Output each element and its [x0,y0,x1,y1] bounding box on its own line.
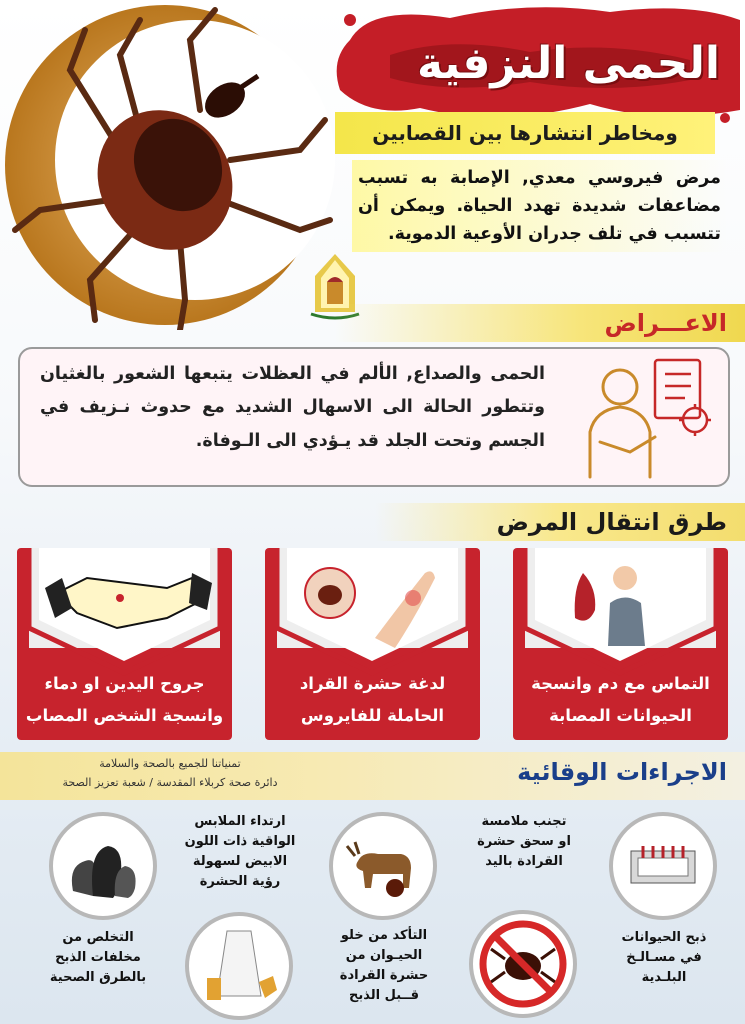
protective-clothing-icon [185,912,293,1020]
prev4-line2: الواقية ذات اللون [184,834,296,850]
slaughterhouse-icon [609,812,717,920]
prev5-line3: بالطرق الصحية [49,970,147,986]
butcher-icon [513,548,728,678]
prev1-line1: ذبح الحيوانات [621,930,707,945]
prev4-line4: رؤية الحشرة [199,874,281,890]
prev3-line1: التأكد من خلو [340,928,428,943]
prevention-item-3-text [323,926,445,1007]
prev2-line1: تجنب ملامسة [481,814,567,829]
prev4-line3: الابيض لسهولة [192,854,288,870]
prevention-item-4-text [175,812,305,893]
intro-paragraph: مرض فيروسي معدي, الإصابة به تسبب مضاعفات شديدة تهدد الحياة. ويمكن أن تتسبب في تلف جدران الأوعية الدموية. [352,160,727,252]
prev3-line4: قــبل الذبح [349,988,419,1004]
prev3-line2: الحيـوان من [345,948,423,964]
tick-crescent-illustration [0,0,340,330]
wish-line1: تمنياتنا للجميع بالصحة والسلامة [99,757,241,770]
wish-line2: دائرة صحة كربلاء المقدسة / شعبة تعزيز الصحة [62,775,278,789]
transmission-card-animals [513,548,728,740]
wish-text [20,755,320,792]
prev5-line1: التخلص من [62,930,134,945]
prevention-heading: الاجراءات الوقائية [517,758,727,786]
transmission-heading: طرق انتقال المرض [496,508,727,536]
page-title: الحمى النزفية [416,38,720,89]
garbage-bags-icon [49,812,157,920]
page-subtitle: ومخاطر انتشارها بين القصابين [335,112,715,154]
tick-bite-icon [265,548,480,678]
card-wounds-line2: وانسجة الشخص المصاب [25,706,224,726]
card-animals-line2: الحيوانات المصابة [549,706,692,726]
card-tick-line2: الحاملة للفايروس [300,706,445,726]
prev5-line2: مخلفات الذبح [55,950,141,966]
card-tick-line1: لدغة حشرة القراد [299,674,446,693]
prevention-item-1-text [605,928,723,988]
prev1-line3: البلـدية [641,970,687,986]
prevention-item-2-text [465,812,583,872]
prev3-line3: حشرة القرادة [339,968,429,984]
prev4-line1: ارتداء الملابس [194,814,286,829]
transmission-card-tick-bite [265,548,480,740]
handshake-icon [17,548,232,678]
no-tick-icon [469,910,577,1018]
prev2-line3: القرادة باليد [485,854,563,870]
prevention-item-5-text [33,928,163,988]
prev1-line2: في مسـالـخ [626,950,702,966]
symptoms-heading-bar [335,304,745,342]
goat-icon [329,812,437,920]
transmission-card-wounds [17,548,232,740]
prev2-line2: او سحق حشرة [477,834,571,850]
card-wounds-line1: جروح اليدين او دماء [44,674,205,693]
card-animals-line1: التماس مع دم وانسجة [531,674,710,693]
symptoms-text: الحمى والصداع, الألم في العظلات يتبعها الشعور بالغثيان وتتطور الحالة الى الاسهال الشديد مع حدوث نـزيف في الجسم وتحت الجلد قد يـؤدي الى الـوفاة. [40,364,545,451]
transmission-heading-bar [375,503,745,541]
doctor-icon [555,352,725,482]
symptoms-heading: الاعـــراض [604,309,727,337]
